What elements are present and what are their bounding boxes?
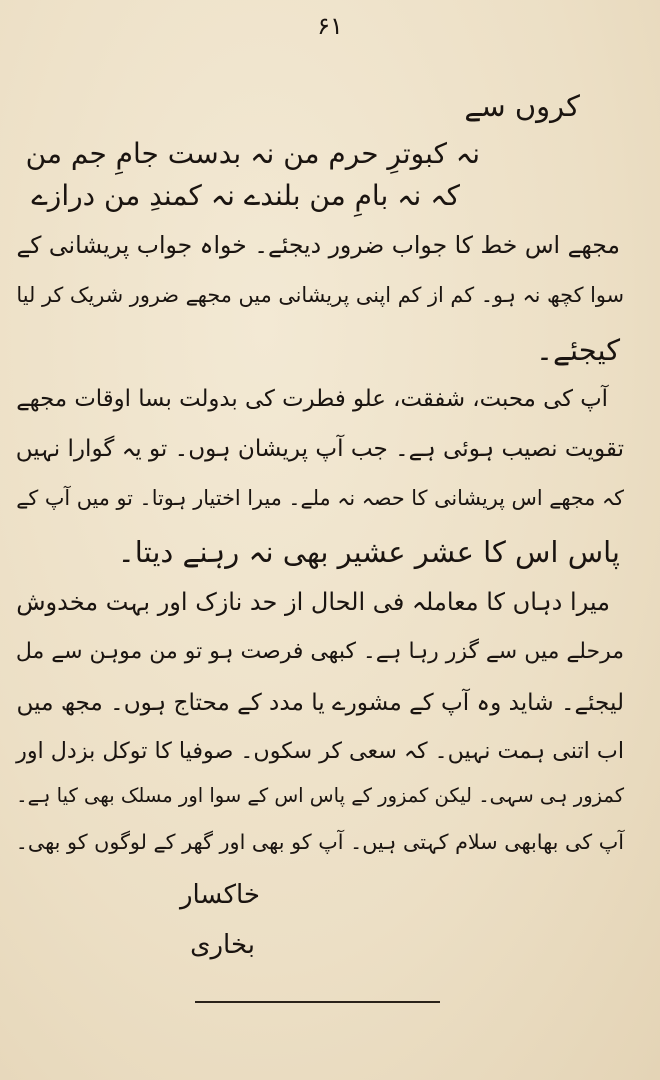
- paragraph-1-line-2: سوا کچھ نہ ہو۔ کم از کم اپنی پریشانی میں مجھے ضرور شریک کر لیا: [16, 283, 624, 307]
- signature: بخاری: [190, 930, 255, 960]
- paragraph-2-line-4: پاس اس کا عشر عشیر بھی نہ رہنے دیتا۔: [117, 535, 620, 569]
- verse-line-1: نہ کبوترِ حرم من نہ بدست جامِ جم من: [25, 137, 480, 170]
- paragraph-2-line-1: آپ کی محبت، شفقت، علو فطرت کی بدولت بسا اوقات مجھے: [16, 386, 608, 412]
- paragraph-2-line-2: تقویت نصیب ہوئی ہے۔ جب آپ پریشان ہوں۔ تو یہ گوارا نہیں: [15, 436, 624, 462]
- paragraph-1-line-3: کیجئے۔: [535, 333, 620, 367]
- closing-word: خاکسار: [179, 880, 260, 910]
- paragraph-1-line-1: مجھے اس خط کا جواب ضرور دیجئے۔ خواہ جواب پریشانی کے: [16, 231, 620, 259]
- verse-line-2: کہ نہ بامِ من بلندے نہ کمندِ من درازے: [31, 179, 460, 212]
- paragraph-3-line-3: لیجئے۔ شاید وہ آپ کے مشورے یا مدد کے محتاج ہوں۔ مجھ میں: [16, 690, 624, 716]
- paragraph-3-line-4: اب اتنی ہمت نہیں۔ کہ سعی کر سکوں۔ صوفیا کا توکل بزدل اور: [16, 738, 624, 764]
- closing-rule: [195, 1001, 440, 1003]
- page-number: ۶۱: [317, 12, 343, 40]
- paragraph-3-line-1: میرا دہاں کا معاملہ فی الحال از حد نازک اور بہت مخدوش: [16, 588, 610, 616]
- paragraph-3-line-6: آپ کی بھابھی سلام کہتی ہیں۔ آپ کو بھی اور گھر کے لوگوں کو بھی۔: [15, 830, 624, 854]
- paragraph-3-line-5: کمزور ہی سہی۔ لیکن کمزور کے پاس اس کے سوا اور مسلک بھی کیا ہے۔: [16, 784, 624, 807]
- opening-line: کروں سے: [464, 89, 580, 123]
- paragraph-3-line-2: مرحلے میں سے گزر رہا ہے۔ کبھی فرصت ہو تو من موہن سے مل: [15, 639, 624, 664]
- paragraph-2-line-3: کہ مجھے اس پریشانی کا حصہ نہ ملے۔ میرا اختیار ہوتا۔ تو میں آپ کے: [16, 486, 624, 510]
